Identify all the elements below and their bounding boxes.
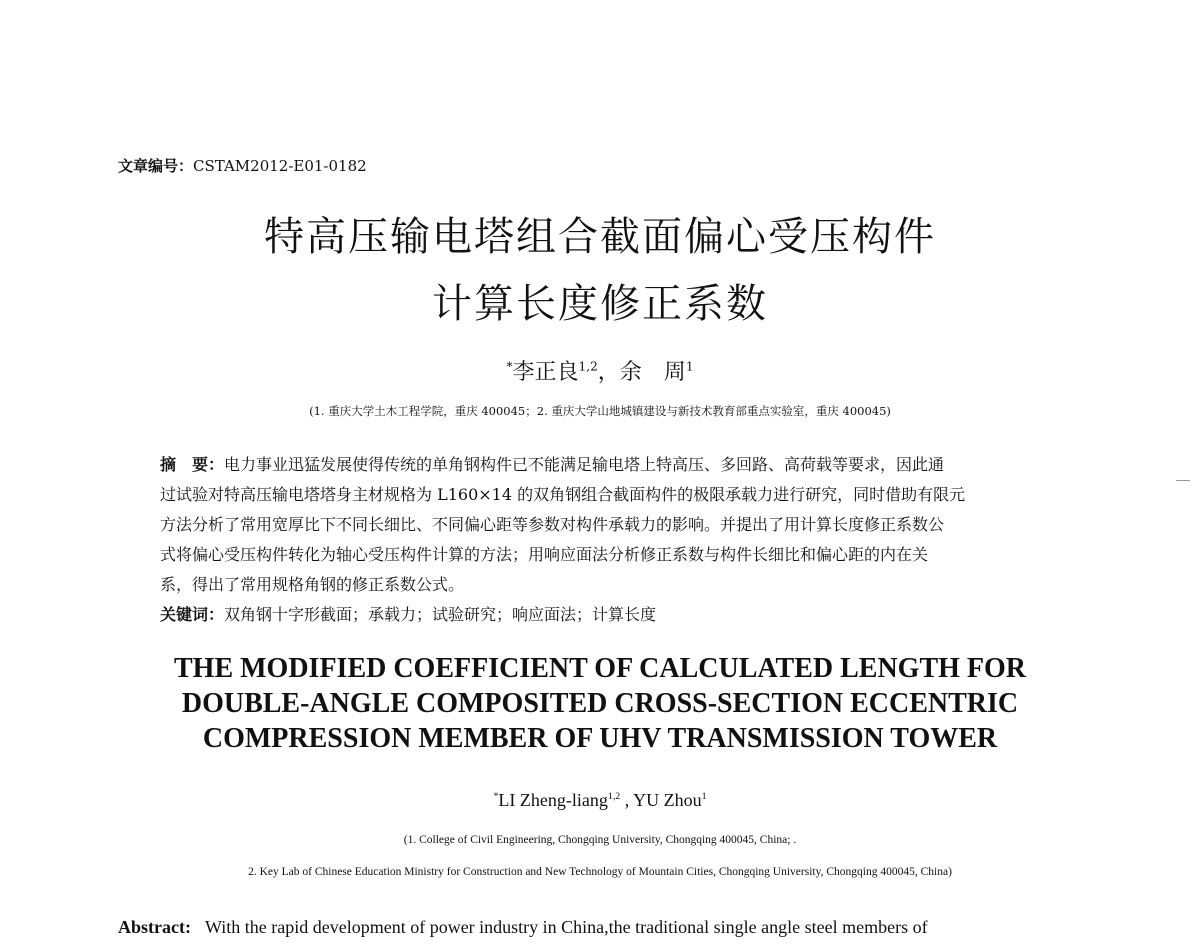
article-number-value: CSTAM2012-E01-0182: [193, 157, 367, 175]
en-author-separator: ,: [620, 790, 634, 810]
cn-keywords-value: 双角钢十字形截面；承载力；试验研究；响应面法；计算长度: [224, 605, 657, 624]
cn-title-line-2: 计算长度修正系数: [432, 281, 768, 327]
en-title-line-1: THE MODIFIED COEFFICIENT OF CALCULATED LENGTH FOR: [173, 653, 1027, 684]
en-author-1: LI Zheng-liang: [498, 790, 608, 810]
cn-author-1: 李正良: [512, 360, 579, 385]
en-abstract-label: Abstract:: [118, 917, 191, 937]
en-affiliation-line-1: (1. College of Civil Engineering, Chongqing University, Chongqing 400045, China; .: [403, 834, 797, 846]
cn-authors: [0, 355, 1200, 386]
cn-affiliation: (1. 重庆大学土木工程学院，重庆 400045；2. 重庆大学山地城镇建设与新技术教育部重点实验室，重庆 400045): [309, 404, 891, 418]
en-title-line-2: DOUBLE-ANGLE COMPOSITED CROSS-SECTION ECCENTRIC: [181, 688, 1019, 719]
cn-author-1-affil: 1,2: [578, 359, 598, 374]
cn-author-separator: ，: [597, 360, 620, 385]
article-number-label: 文章编号：: [118, 157, 194, 175]
article-number: [118, 155, 367, 176]
cn-keywords-label: 关键词：: [160, 605, 225, 624]
cn-abstract-line: 系，得出了常用规格角钢的修正系数公式。: [160, 575, 465, 594]
cn-author-2-affil: 1: [685, 359, 694, 374]
cn-abstract-line: 式将偏心受压构件转化为轴心受压构件计算的方法；用响应面法分析修正系数与构件长细比和偏心距的内在关: [160, 545, 929, 564]
en-author-2: YU Zhou: [633, 790, 702, 810]
cn-keywords: [160, 600, 1060, 630]
cn-abstract-line: 过试验对特高压输电塔塔身主材规格为 L160×14 的双角钢组合截面构件的极限承载力进行研究，同时借助有限元: [160, 485, 966, 504]
cn-abstract-text: 电力事业迅猛发展使得传统的单角钢构件已不能满足输电塔上特高压、多回路、高荷载等要求，因此通: [224, 455, 945, 474]
cn-abstract-label: 摘 要：: [160, 455, 225, 474]
cn-abstract-line: 方法分析了常用宽厚比下不同长细比、不同偏心距等参数对构件承载力的影响。并提出了用计算长度修正系数公: [160, 515, 945, 534]
cn-abstract: [160, 450, 1060, 600]
en-abstract-text: With the rapid development of power industry in China,the traditional single angle steel members of: [204, 917, 928, 937]
en-affiliation-line-2: 2. Key Lab of Chinese Education Ministry for Construction and New Technology of Mountain Cities, Chongqing University, Chongqing 400045, China): [248, 866, 952, 878]
cn-author-2: 余 周: [619, 360, 686, 385]
en-corresponding-mark: *: [493, 791, 499, 802]
cn-title-line-1: 特高压输电塔组合截面偏心受压构件: [264, 214, 936, 260]
en-author-2-affil: 1: [701, 791, 707, 802]
cn-abstract-line: [160, 450, 1060, 480]
margin-tick-divider: [1176, 480, 1190, 481]
cn-corresponding-mark: *: [506, 359, 513, 374]
en-authors: [0, 790, 1200, 811]
en-abstract: [118, 917, 928, 938]
en-title-line-3: COMPRESSION MEMBER OF UHV TRANSMISSION TOWER: [202, 723, 998, 754]
en-author-1-affil: 1,2: [607, 791, 621, 802]
